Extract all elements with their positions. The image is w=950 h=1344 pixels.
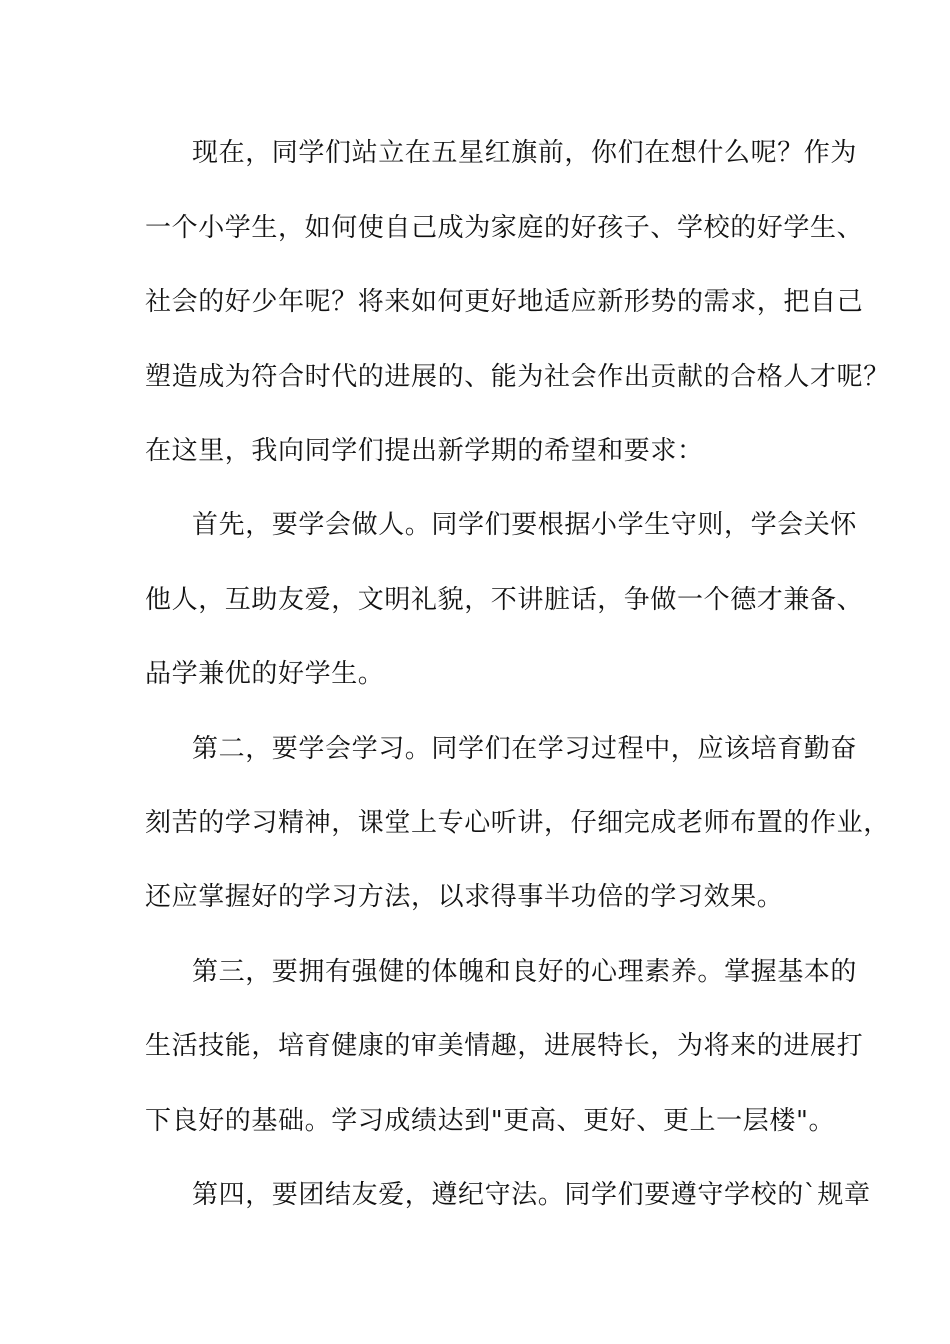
paragraph-1-line-1: 现在，同学们站立在五星红旗前，你们在想什么呢？作为	[192, 138, 858, 168]
paragraph-4-line-3: 下良好的基础。学习成绩达到"更高、更好、更上一层楼"。	[145, 1106, 836, 1136]
paragraph-1-line-2: 一个小学生，如何使自己成为家庭的好孩子、学校的好学生、	[145, 213, 864, 243]
paragraph-3-line-2: 刻苦的学习精神，课堂上专心听讲，仔细完成老师布置的作业，	[145, 808, 890, 838]
paragraph-2-line-3: 品学兼优的好学生。	[145, 659, 385, 689]
paragraph-3-line-1: 第二，要学会学习。同学们在学习过程中，应该培育勤奋	[192, 734, 858, 764]
paragraph-4-line-1: 第三，要拥有强健的体魄和良好的心理素养。掌握基本的	[192, 957, 858, 987]
paragraph-1-line-3: 社会的好少年呢？将来如何更好地适应新形势的需求，把自己	[145, 287, 864, 317]
paragraph-4-line-2: 生活技能，培育健康的审美情趣，进展特长，为将来的进展打	[145, 1031, 864, 1061]
paragraph-3-line-3: 还应掌握好的学习方法，以求得事半功倍的学习效果。	[145, 882, 784, 912]
paragraph-2-line-2: 他人，互助友爱，文明礼貌，不讲脏话，争做一个德才兼备、	[145, 585, 864, 615]
paragraph-5-line-1: 第四，要团结友爱，遵纪守法。同学们要遵守学校的`规章	[192, 1180, 871, 1210]
paragraph-1-line-5: 在这里，我向同学们提出新学期的希望和要求：	[145, 436, 704, 466]
paragraph-2-line-1: 首先，要学会做人。同学们要根据小学生守则，学会关怀	[192, 510, 858, 540]
paragraph-1-line-4: 塑造成为符合时代的进展的、能为社会作出贡献的合格人才呢？	[145, 362, 890, 392]
